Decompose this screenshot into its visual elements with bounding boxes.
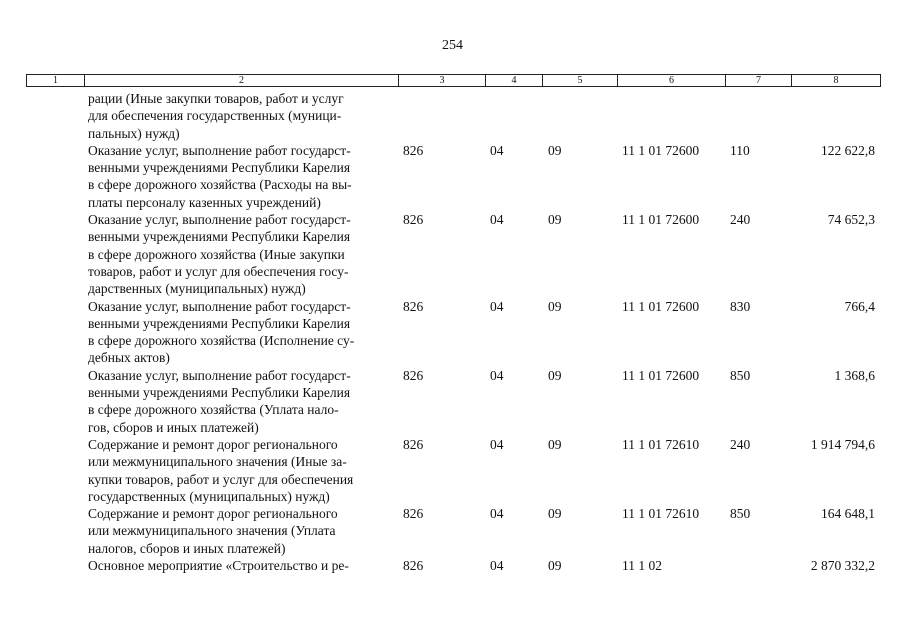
ministry-code: 826 — [403, 298, 424, 314]
description-line: Оказание услуг, выполнение работ государст- — [88, 212, 351, 228]
row-description — [88, 90, 394, 142]
column-number-1: 1 — [27, 75, 85, 87]
description-line: венными учреждениями Республики Карелия — [88, 229, 351, 245]
description-line: в сфере дорожного хозяйства (Исполнение су- — [88, 333, 355, 349]
description-line: купки товаров, работ и услуг для обеспечения — [88, 471, 354, 487]
target-article-code: 11 1 01 72600 — [622, 298, 700, 314]
column-number-3: 3 — [399, 75, 486, 87]
subsection-code: 09 — [548, 367, 562, 383]
description-line: венными учреждениями Республики Карелия — [88, 315, 351, 331]
subsection-code: 09 — [548, 212, 562, 228]
description-line: дарственных (муниципальных) нужд) — [88, 281, 306, 297]
section-code: 04 — [490, 558, 504, 574]
row-description — [88, 557, 394, 574]
description-line: рации (Иные закупки товаров, работ и услуг — [88, 91, 344, 106]
row-description — [88, 211, 394, 297]
description-line: Содержание и ремонт дорог регионального — [88, 436, 338, 452]
table-row — [0, 557, 905, 574]
description-line: государственных (муниципальных) нужд) — [88, 488, 330, 504]
description-line: пальных) нужд) — [88, 125, 180, 141]
column-number-6: 6 — [618, 75, 726, 87]
table-row — [0, 505, 905, 557]
target-article-code: 11 1 02 — [622, 558, 662, 574]
subsection-code: 09 — [548, 506, 562, 522]
section-code: 04 — [490, 298, 504, 314]
expense-type-code: 830 — [730, 298, 751, 314]
description-line: или межмуниципального значения (Иные за- — [88, 454, 347, 470]
description-line: Оказание услуг, выполнение работ государст- — [88, 367, 351, 383]
column-number-4: 4 — [486, 75, 543, 87]
page-number: 254 — [442, 38, 463, 53]
description-line: в сфере дорожного хозяйства (Уплата нало- — [88, 402, 339, 418]
subsection-code: 09 — [548, 142, 562, 158]
subsection-code: 09 — [548, 558, 562, 574]
description-line: венными учреждениями Республики Карелия — [88, 385, 351, 401]
column-number-5: 5 — [543, 75, 618, 87]
section-code: 04 — [490, 367, 504, 383]
table-row — [0, 298, 905, 367]
expense-type-code: 110 — [730, 142, 750, 158]
description-line: в сфере дорожного хозяйства (Иные закупки — [88, 246, 345, 262]
description-line: или межмуниципального значения (Уплата — [88, 523, 336, 539]
target-article-code: 11 1 01 72600 — [622, 142, 700, 158]
target-article-code: 11 1 01 72600 — [622, 367, 700, 383]
ministry-code: 826 — [403, 506, 424, 522]
amount: 766,4 — [844, 298, 875, 314]
row-description — [88, 367, 394, 436]
description-line: гов, сборов и иных платежей) — [88, 419, 259, 435]
amount: 74 652,3 — [827, 212, 875, 228]
description-line: для обеспечения государственных (муници- — [88, 108, 342, 124]
row-description — [88, 298, 394, 367]
ministry-code: 826 — [403, 367, 424, 383]
table-row — [0, 142, 905, 211]
column-number-header — [26, 74, 881, 87]
section-code: 04 — [490, 142, 504, 158]
subsection-code: 09 — [548, 436, 562, 452]
section-code: 04 — [490, 212, 504, 228]
column-number-7: 7 — [726, 75, 792, 87]
table-row — [0, 90, 905, 142]
ministry-code: 826 — [403, 212, 424, 228]
subsection-code: 09 — [548, 298, 562, 314]
description-line: Основное мероприятие «Строительство и ре- — [88, 558, 349, 574]
section-code: 04 — [490, 436, 504, 452]
description-line: венными учреждениями Республики Карелия — [88, 160, 351, 176]
row-description — [88, 142, 394, 211]
table-row — [0, 436, 905, 505]
description-line: платы персоналу казенных учреждений) — [88, 194, 321, 210]
row-description — [88, 505, 394, 557]
ministry-code: 826 — [403, 558, 424, 574]
ministry-code: 826 — [403, 142, 424, 158]
amount: 1 914 794,6 — [810, 436, 875, 452]
description-line: в сфере дорожного хозяйства (Расходы на вы- — [88, 177, 352, 193]
row-description — [88, 436, 394, 505]
expense-type-code: 850 — [730, 506, 751, 522]
description-line: Оказание услуг, выполнение работ государст- — [88, 142, 351, 158]
description-line: дебных актов) — [88, 350, 170, 366]
table-row — [0, 211, 905, 297]
description-line: Оказание услуг, выполнение работ государст- — [88, 298, 351, 314]
ministry-code: 826 — [403, 436, 424, 452]
description-line: товаров, работ и услуг для обеспечения госу- — [88, 263, 349, 279]
amount: 122 622,8 — [821, 142, 875, 158]
description-line: Содержание и ремонт дорог регионального — [88, 506, 338, 522]
amount: 1 368,6 — [834, 367, 875, 383]
target-article-code: 11 1 01 72610 — [622, 506, 700, 522]
expense-type-code: 240 — [730, 212, 751, 228]
section-code: 04 — [490, 506, 504, 522]
column-number-8: 8 — [792, 75, 881, 87]
expense-type-code: 240 — [730, 436, 751, 452]
description-line: налогов, сборов и иных платежей) — [88, 540, 286, 556]
column-number-2: 2 — [85, 75, 399, 87]
amount: 164 648,1 — [821, 506, 875, 522]
amount: 2 870 332,2 — [810, 558, 875, 574]
target-article-code: 11 1 01 72610 — [622, 436, 700, 452]
table-row — [0, 367, 905, 436]
budget-table-body — [0, 90, 905, 574]
expense-type-code: 850 — [730, 367, 751, 383]
target-article-code: 11 1 01 72600 — [622, 212, 700, 228]
